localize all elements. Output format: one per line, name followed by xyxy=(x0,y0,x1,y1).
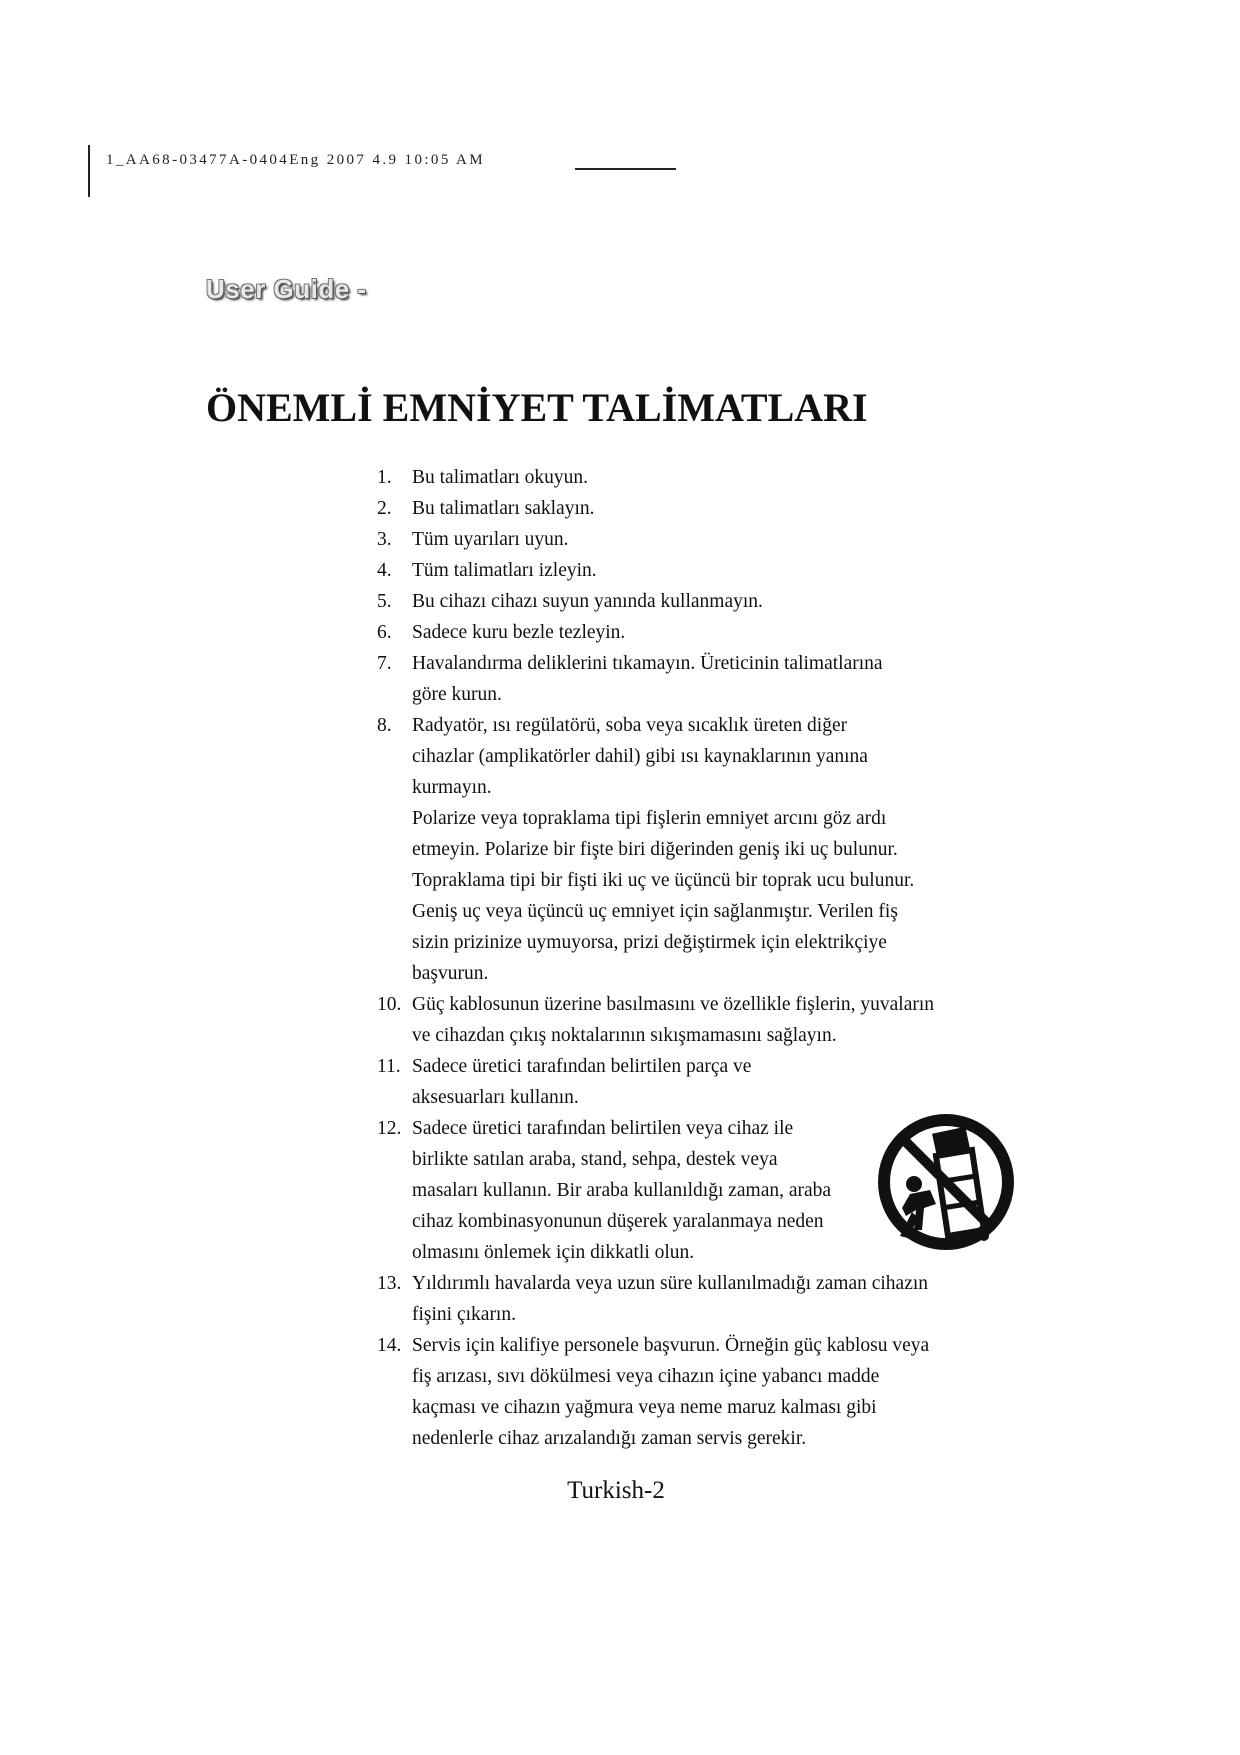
list-item-line: birlikte satılan araba, stand, sehpa, destek veya xyxy=(412,1149,778,1170)
page-label: Turkish-2 xyxy=(567,1477,665,1504)
list-item-text xyxy=(412,1330,977,1454)
list-item-number: 10. xyxy=(377,994,402,1015)
list-item-line: Güç kablosunun üzerine basılmasını ve özellikle fişlerin, yuvaların xyxy=(412,994,935,1015)
list-item-line: cihaz kombinasyonunun düşerek yaralanmaya neden xyxy=(412,1211,824,1232)
user-guide-logo: User Guide - xyxy=(206,274,367,304)
list-item-line: Sadece kuru bezle tezleyin. xyxy=(412,622,626,643)
list-item-text xyxy=(412,493,977,524)
list-item-number: 4. xyxy=(377,560,392,581)
list-item-line: Bu talimatları saklayın. xyxy=(412,498,595,519)
list-item-line: Havalandırma deliklerini tıkamayın. Üreticinin talimatlarına xyxy=(412,653,883,674)
list-item-line: Tüm uyarıları uyun. xyxy=(412,529,569,550)
list-item xyxy=(377,1268,977,1330)
list-item-number: 2. xyxy=(377,498,392,519)
list-item-line: cihazlar (amplikatörler dahil) gibi ısı kaynaklarının yanına xyxy=(412,746,868,767)
list-item-number: 14. xyxy=(377,1335,402,1356)
list-item-line: ve cihazdan çıkış noktalarının sıkışmamasını sağlayın. xyxy=(412,1025,837,1046)
list-item-line: Yıldırımlı havalarda veya uzun süre kullanılmadığı zaman cihazın xyxy=(412,1273,929,1294)
list-item xyxy=(377,617,977,648)
list-item xyxy=(377,710,977,989)
list-item-text xyxy=(412,648,977,710)
list-item xyxy=(377,524,977,555)
list-item-line: Bu talimatları okuyun. xyxy=(412,467,589,488)
list-item xyxy=(377,462,977,493)
list-item-line: Radyatör, ısı regülatörü, soba veya sıcaklık üreten diğer xyxy=(412,715,848,736)
list-item-text xyxy=(412,586,977,617)
list-item xyxy=(377,555,977,586)
list-item xyxy=(377,493,977,524)
list-item-text xyxy=(412,524,977,555)
list-item-line: etmeyin. Polarize bir fişte biri diğerinden geniş iki uç bulunur. xyxy=(412,839,898,860)
list-item-text xyxy=(412,1051,977,1113)
list-item-text xyxy=(412,617,977,648)
list-item xyxy=(377,1330,977,1454)
file-meta-header: 1_AA68-03477A-0404Eng 2007 4.9 10:05 AM xyxy=(106,152,486,168)
list-item-number: 11. xyxy=(377,1056,401,1077)
list-item-number: 8. xyxy=(377,715,392,736)
list-item xyxy=(377,1051,977,1113)
list-item-line: Topraklama tipi bir fişti iki uç ve üçüncü bir toprak ucu bulunur. xyxy=(412,870,915,891)
list-item-line: Bu cihazı cihazı suyun yanında kullanmayın. xyxy=(412,591,763,612)
list-item xyxy=(377,989,977,1051)
list-item-line: Servis için kalifiye personele başvurun. Örneğin güç kablosu veya xyxy=(412,1335,930,1356)
list-item-line: göre kurun. xyxy=(412,684,502,705)
list-item-line: kaçması ve cihazın yağmura veya neme maruz kalması gibi xyxy=(412,1397,877,1418)
list-item-line: nedenlerle cihaz arızalandığı zaman servis gerekir. xyxy=(412,1428,807,1449)
list-item-number: 5. xyxy=(377,591,392,612)
header-rule xyxy=(575,168,676,170)
list-item-number: 1. xyxy=(377,467,392,488)
list-item-line: Polarize veya topraklama tipi fişlerin emniyet arcını göz ardı xyxy=(412,808,887,829)
list-item-line: fişini çıkarın. xyxy=(412,1304,516,1325)
list-item xyxy=(377,648,977,710)
list-item-text xyxy=(412,989,977,1051)
list-item xyxy=(377,586,977,617)
crop-mark xyxy=(88,145,90,197)
instruction-list xyxy=(377,462,977,1454)
list-item-text xyxy=(412,555,977,586)
list-item-number: 3. xyxy=(377,529,392,550)
list-item-line: olmasını önlemek için dikkatli olun. xyxy=(412,1242,695,1263)
list-item-text xyxy=(412,710,977,989)
list-item-line: masaları kullanın. Bir araba kullanıldığı zaman, araba xyxy=(412,1180,832,1201)
list-item-number: 13. xyxy=(377,1273,402,1294)
list-item-text xyxy=(412,1268,977,1330)
list-item-text xyxy=(412,462,977,493)
list-item-line: sizin prizinize uymuyorsa, prizi değiştirmek için elektrikçiye xyxy=(412,932,887,953)
list-item-line: Geniş uç veya üçüncü uç emniyet için sağlanmıştır. Verilen fiş xyxy=(412,901,898,922)
cart-tip-over-warning-icon xyxy=(876,1112,1016,1252)
list-item-line: başvurun. xyxy=(412,963,489,984)
list-item-line: fiş arızası, sıvı dökülmesi veya cihazın içine yabancı madde xyxy=(412,1366,880,1387)
list-item-number: 12. xyxy=(377,1118,402,1139)
page-title: ÖNEMLİ EMNİYET TALİMATLARI xyxy=(206,385,868,430)
list-item-line: aksesuarları kullanın. xyxy=(412,1087,579,1108)
list-item-number: 7. xyxy=(377,653,392,674)
list-item-line: Tüm talimatları izleyin. xyxy=(412,560,597,581)
list-item-line: Sadece üretici tarafından belirtilen parça ve xyxy=(412,1056,752,1077)
list-item-number: 6. xyxy=(377,622,392,643)
page-footer xyxy=(0,1476,1240,1506)
list-item-line: Sadece üretici tarafından belirtilen veya cihaz ile xyxy=(412,1118,794,1139)
list-item-line: kurmayın. xyxy=(412,777,492,798)
